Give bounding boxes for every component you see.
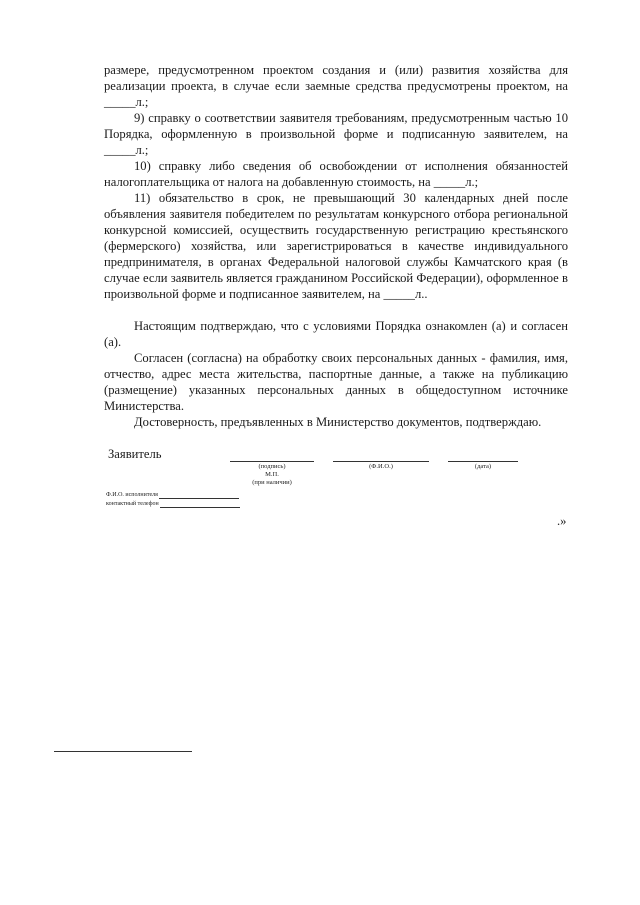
- consent-statement: Согласен (согласна) на обработку своих персональных данных - фамилия, имя, отчество, адрес места жительства, паспортные данные, а также на публикацию (размещение) указанных персональных данных в общедоступном источнике Министерства.: [104, 351, 568, 413]
- phone-line: [106, 501, 240, 508]
- list-item-continuation: размере, предусмотренном проектом создания и (или) развития хозяйства для реализации проекта, в случае если заемные средства предусмотрены проектом, на _____л.;: [104, 63, 568, 109]
- name-line: [333, 461, 429, 462]
- footnote-rule: [54, 751, 192, 752]
- applicant-label: Заявитель: [108, 447, 162, 461]
- list-item-11: 11) обязательство в срок, не превышающий 30 календарных дней после объявления заявителя победителем по результатам конкурсного отбора региональной конкурсной комиссией, осуществить государственную регистрацию крестьянского (фермерского) хозяйства, или зарегистрироваться в качестве индивидуального предпринимателя, в органах Федеральной налоговой службы Камчатского края (в случае если заявитель является гражданином Российской Федерации), оформленное в произвольной форме и подписанное заявителем, на _____л..: [104, 191, 568, 301]
- executor-label: Ф.И.О. исполнителя: [106, 492, 158, 498]
- signature-caption: (подпись): [258, 463, 286, 470]
- executor-fill: [159, 498, 239, 499]
- seal-caption: М.П.: [265, 471, 279, 478]
- authenticity-statement: Достоверность, предъявленных в Министерство документов, подтверждаю.: [134, 415, 542, 429]
- list-item-9: 9) справку о соответствии заявителя требованиям, предусмотренным частью 10 Порядка, оформленную в произвольной форме и подписанную заявителем, на _____л.;: [104, 111, 568, 157]
- date-line: [448, 461, 518, 462]
- acknowledge-statement: Настоящим подтверждаю, что с условиями Порядка ознакомлен (а) и согласен (а).: [104, 319, 568, 349]
- executor-line: [106, 492, 239, 499]
- list-item-10: 10) справку либо сведения об освобождении от исполнения обязанностей налогоплательщика от налога на добавленную стоимость, на _____л.;: [104, 159, 568, 189]
- name-caption: (Ф.И.О.): [369, 463, 393, 470]
- phone-label: контактный телефон: [106, 501, 159, 507]
- closing-quote: .»: [557, 514, 567, 528]
- seal-note: (при наличии): [252, 479, 292, 486]
- date-caption: (дата): [474, 463, 492, 470]
- signature-line: [230, 461, 314, 462]
- phone-fill: [160, 507, 240, 508]
